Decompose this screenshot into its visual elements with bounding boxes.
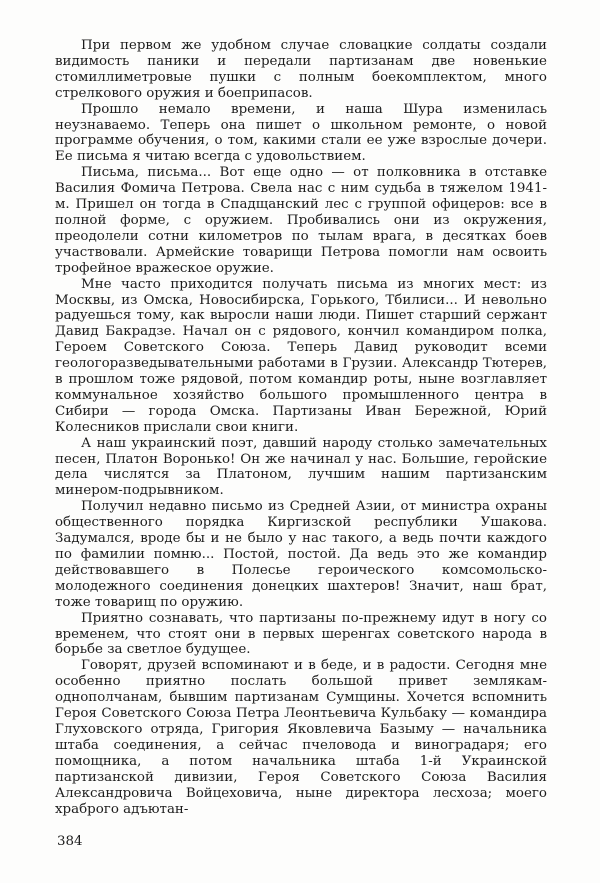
paragraph: При первом же удобном случае словацкие солдаты создали видимость паники и передали партизанам две новенькие стомиллиметровые пушки с полным боекомплектом, много стрелкового оружия и боеприпасов. — [55, 38, 547, 101]
body-text — [55, 38, 547, 817]
page-number: 384 — [57, 834, 83, 849]
paragraph: Письма, письма... Вот еще одно — от полковника в отставке Василия Фомича Петрова. Свела нас с ним судьба в тяжелом 1941-м. Пришел он тогда в Спадщанский лес с группой офицеров: все в полной форме, с оружием. Пробивались они из окружения, преодолели сотни километров по тылам врага, в десятках боев участвовали. Армейские товарищи Петрова помогли нам освоить трофейное вражеское оружие. — [55, 165, 547, 276]
paragraph: Говорят, друзей вспоминают и в беде, и в радости. Сегодня мне особенно приятно послать большой привет землякам-однополчанам, бывшим партизанам Сумщины. Хочется вспомнить Героя Советского Союза Петра Леонтьевича Кульбаку — командира Глуховского отряда, Григория Яковлевича Базыму — начальника штаба соединения, а сейчас пчеловода и виноградаря; его помощника, а потом начальника штаба 1-й Украинской партизанской дивизии, Героя Советского Союза Василия Александровича Войцеховича, ныне директора лесхоза; моего храброго адъютан- — [55, 658, 547, 817]
paragraph: Приятно сознавать, что партизаны по-прежнему идут в ногу со временем, что стоят они в первых шеренгах советского народа в борьбе за светлое будущее. — [55, 610, 547, 658]
paragraph: Прошло немало времени, и наша Шура изменилась неузнаваемо. Теперь она пишет о школьном ремонте, о новой программе обучения, о том, какими стали ее уже взрослые дочери. Ее письма я читаю всегда с удовольствием. — [55, 101, 547, 165]
paragraph: Мне часто приходится получать письма из многих мест: из Москвы, из Омска, Новосибирска, Горького, Тбилиси... И невольно радуешься тому, как выросли наши люди. Пишет старший сержант Давид Бакрадзе. Начал он с рядового, кончил командиром полка, Героем Советского Союза. Теперь Давид руководит всеми геологоразведывательными работами в Грузии. Александр Тютерев, в прошлом тоже рядовой, потом командир роты, ныне возглавляет коммунальное хозяйство большого промышленного центра в Сибири — города Омска. Партизаны Иван Бережной, Юрий Колесников прислали свои книги. — [55, 276, 547, 435]
paragraph: А наш украинский поэт, давший народу столько замечательных песен, Платон Воронько! Он же начинал у нас. Большие, геройские дела числятся за Платоном, лучшим нашим партизанским минером-подрывником. — [55, 435, 547, 499]
paragraph: Получил недавно письмо из Средней Азии, от министра охраны общественного порядка Киргизской республики Ушакова. Задумался, вроде бы и не было у нас такого, а ведь почти каждого по фамилии помню... Постой, постой. Да ведь это же командир действовавшего в Полесье героического комсомольско-молодежного соединения донецких шахтеров! Значит, наш брат, тоже товарищ по оружию. — [55, 499, 547, 610]
